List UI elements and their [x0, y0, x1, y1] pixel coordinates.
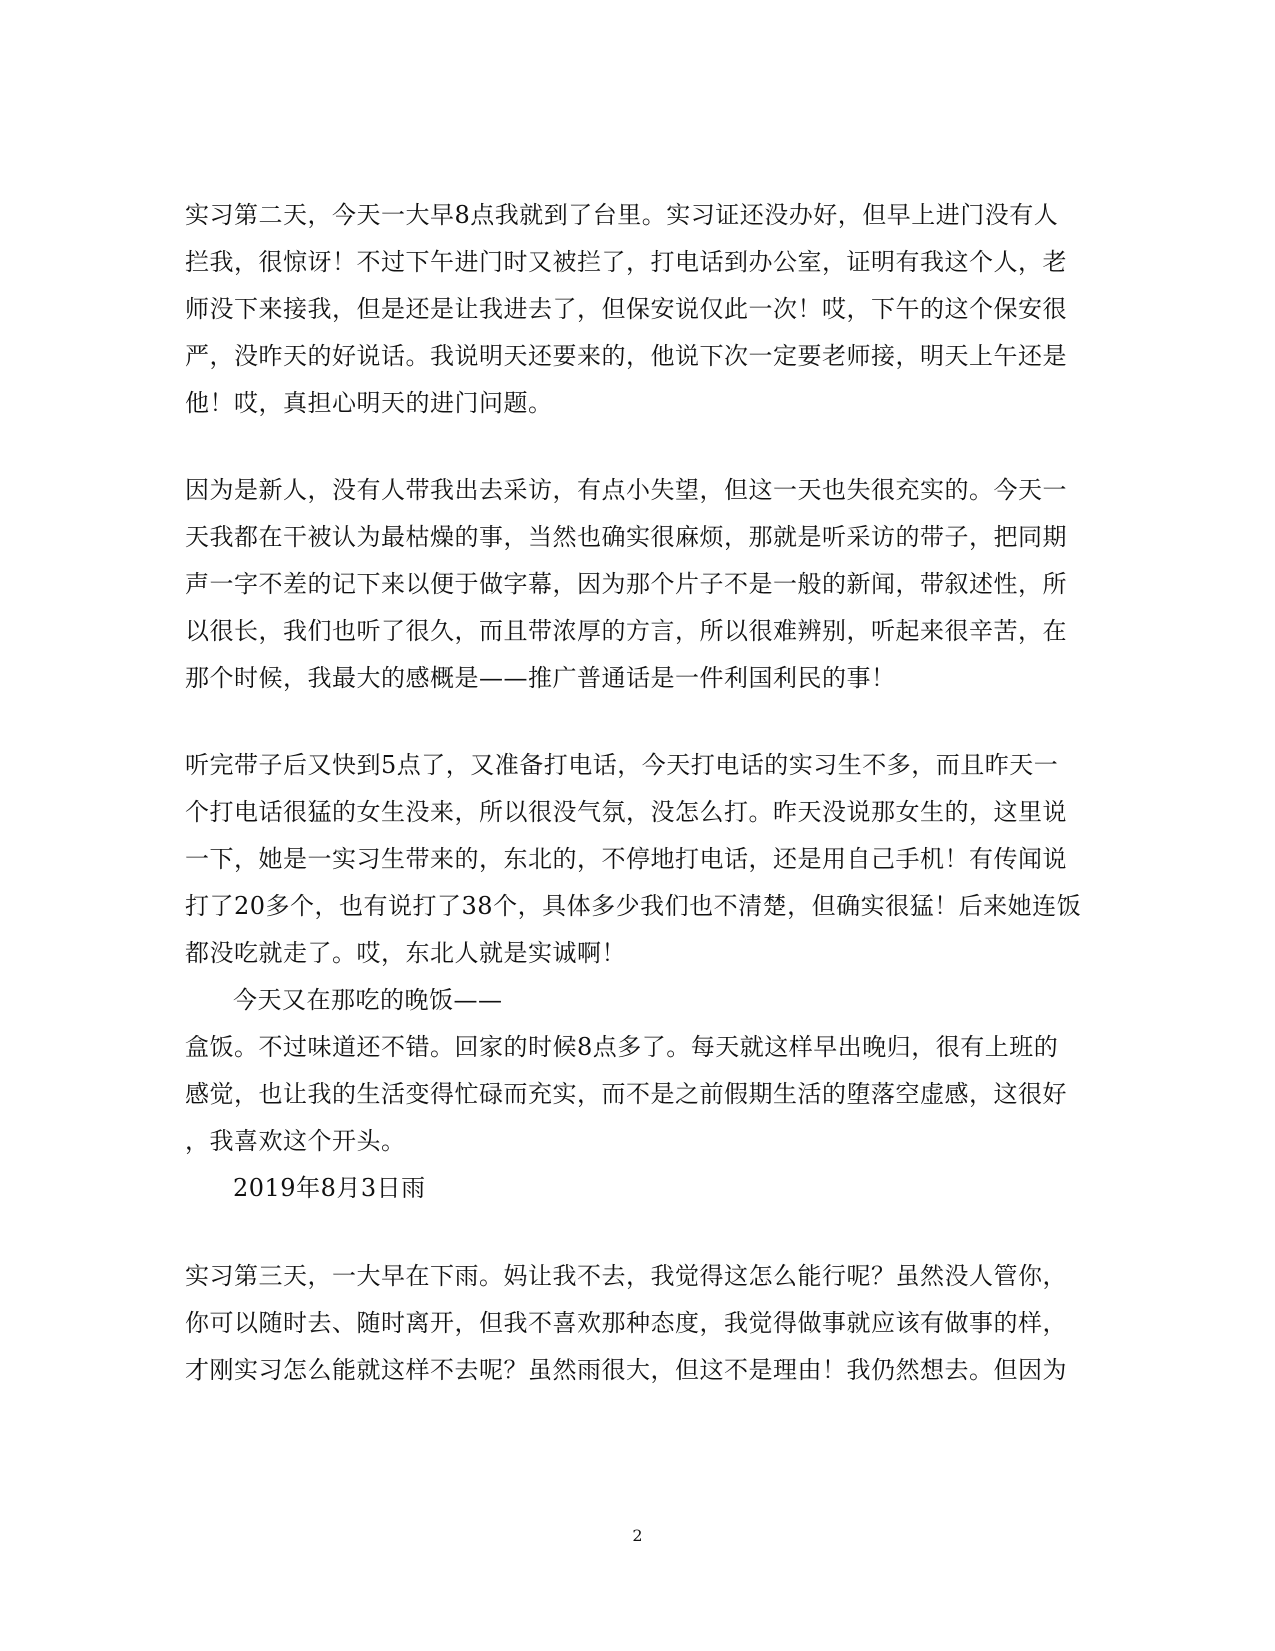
paragraph-3-line-2: 个打电话很猛的女生没来，所以很没气氛，没怎么打。昨天没说那女生的，这里说 — [185, 798, 1067, 826]
page-number: 2 — [632, 1526, 643, 1545]
paragraph-1-line-2: 拦我，很惊讶！不过下午进门时又被拦了，打电话到办公室，证明有我这个人，老 — [185, 248, 1067, 276]
paragraph-3-line-3: 一下，她是一实习生带来的，东北的，不停地打电话，还是用自己手机！有传闻说 — [185, 845, 1067, 873]
paragraph-1-line-5: 他！哎，真担心明天的进门问题。 — [185, 389, 553, 417]
paragraph-3-line-5: 都没吃就走了。哎，东北人就是实诚啊！ — [185, 939, 626, 967]
paragraph-1-line-4: 严，没昨天的好说话。我说明天还要来的，他说下次一定要老师接，明天上午还是 — [185, 342, 1067, 370]
paragraph-2-line-1: 因为是新人，没有人带我出去采访，有点小失望，但这一天也失很充实的。今天一 — [185, 476, 1067, 504]
paragraph-3-line-4: 打了20多个，也有说打了38个，具体多少我们也不清楚，但确实很猛！后来她连饭 — [185, 892, 1082, 920]
paragraph-4-line-2: 盒饭。不过味道还不错。回家的时候8点多了。每天就这样早出晚归，很有上班的 — [185, 1033, 1059, 1061]
paragraph-1-line-1: 实习第二天，今天一大早8点我就到了台里。实习证还没办好，但早上进门没有人 — [185, 201, 1059, 229]
paragraph-4-line-3: 感觉，也让我的生活变得忙碌而充实，而不是之前假期生活的堕落空虚感，这很好 — [185, 1080, 1067, 1108]
paragraph-2-line-2: 天我都在干被认为最枯燥的事，当然也确实很麻烦，那就是听采访的带子，把同期 — [185, 523, 1067, 551]
diary-date: 2019年8月3日雨 — [233, 1174, 426, 1202]
paragraph-4-line-4: ，我喜欢这个开头。 — [185, 1127, 406, 1155]
paragraph-2-line-4: 以很长，我们也听了很久，而且带浓厚的方言，所以很难辨别，听起来很辛苦，在 — [185, 617, 1067, 645]
paragraph-2-line-3: 声一字不差的记下来以便于做字幕，因为那个片子不是一般的新闻，带叙述性，所 — [185, 570, 1067, 598]
paragraph-2-line-5: 那个时候，我最大的感概是——推广普通话是一件利国利民的事！ — [185, 664, 896, 692]
paragraph-6-line-2: 你可以随时去、随时离开，但我不喜欢那种态度，我觉得做事就应该有做事的样， — [185, 1309, 1067, 1337]
paragraph-4-line-1: 今天又在那吃的晚饭—— — [233, 986, 503, 1014]
paragraph-6-line-1: 实习第三天，一大早在下雨。妈让我不去，我觉得这怎么能行呢？虽然没人管你， — [185, 1262, 1067, 1290]
paragraph-3-line-1: 听完带子后又快到5点了，又准备打电话，今天打电话的实习生不多，而且昨天一 — [185, 751, 1059, 779]
paragraph-6-line-3: 才刚实习怎么能就这样不去呢？虽然雨很大，但这不是理由！我仍然想去。但因为 — [185, 1356, 1067, 1384]
paragraph-1-line-3: 师没下来接我，但是还是让我进去了，但保安说仅此一次！哎，下午的这个保安很 — [185, 295, 1067, 323]
